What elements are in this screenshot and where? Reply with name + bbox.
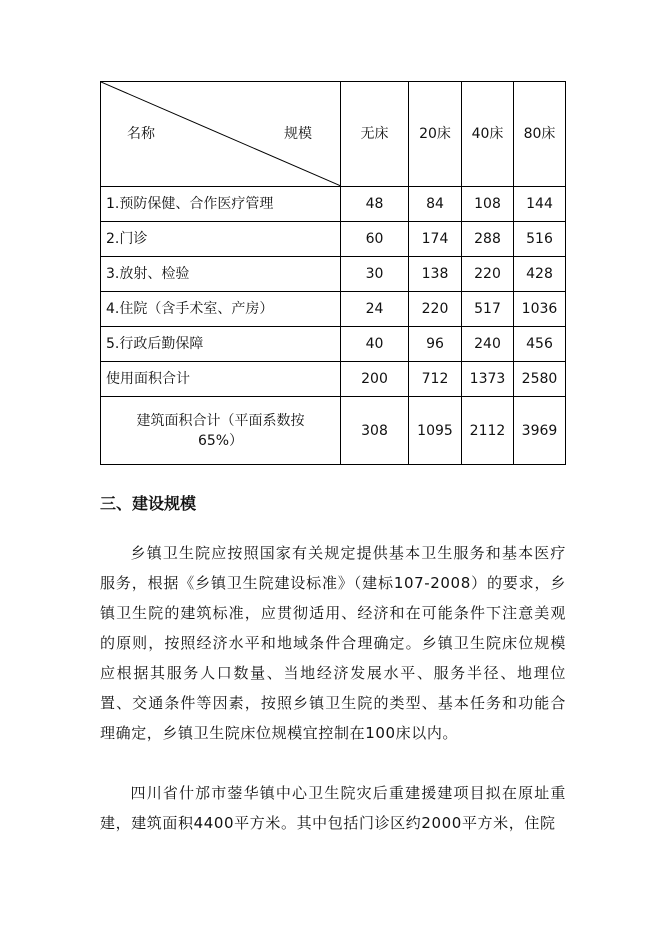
cell-value: 60	[341, 222, 409, 257]
row-name: 使用面积合计	[101, 362, 341, 397]
cell-value: 144	[514, 187, 566, 222]
diagonal-header-cell	[101, 82, 341, 187]
column-header: 40床	[462, 82, 514, 187]
paragraph	[100, 778, 566, 838]
paragraph-text: 四川省什邡市蓥华镇中心卫生院灾后重建援建项目拟在原址重建，建筑面积4400平方米。其中包括门诊区约2000平方米，住院	[100, 784, 566, 832]
row-name: 3.放射、检验	[101, 257, 341, 292]
row-name: 1.预防保健、合作医疗管理	[101, 187, 341, 222]
bed-scale-table-wrapper	[100, 81, 565, 467]
header-name-label: 名称	[127, 126, 155, 142]
table-row	[101, 327, 566, 362]
cell-value: 712	[409, 362, 462, 397]
cell-value: 108	[462, 187, 514, 222]
row-name	[101, 397, 341, 465]
column-header: 20床	[409, 82, 462, 187]
cell-value: 456	[514, 327, 566, 362]
cell-value: 96	[409, 327, 462, 362]
cell-value: 220	[462, 257, 514, 292]
table-header-row	[101, 82, 566, 187]
bed-scale-table	[100, 81, 566, 465]
cell-value: 240	[462, 327, 514, 362]
cell-value: 1095	[409, 397, 462, 465]
column-header: 80床	[514, 82, 566, 187]
cell-value: 24	[341, 292, 409, 327]
section-heading: 三、建设规模	[100, 494, 197, 513]
cell-value: 2580	[514, 362, 566, 397]
row-name-line: 建筑面积合计（平面系数按	[136, 412, 305, 429]
cell-value: 288	[462, 222, 514, 257]
header-scale-label: 规模	[284, 126, 312, 142]
cell-value: 428	[514, 257, 566, 292]
cell-value: 517	[462, 292, 514, 327]
table-row	[101, 362, 566, 397]
cell-value: 200	[341, 362, 409, 397]
column-header: 无床	[341, 82, 409, 187]
table-row	[101, 187, 566, 222]
cell-value: 1036	[514, 292, 566, 327]
cell-value: 30	[341, 257, 409, 292]
cell-value: 48	[341, 187, 409, 222]
table-row	[101, 222, 566, 257]
row-name-line: 65%）	[197, 432, 244, 449]
cell-value: 40	[341, 327, 409, 362]
cell-value: 2112	[462, 397, 514, 465]
table-row	[101, 292, 566, 327]
table-row-total-building-area	[101, 397, 566, 465]
paragraph-text: 乡镇卫生院应按照国家有关规定提供基本卫生服务和基本医疗服务，根据《乡镇卫生院建设标准》（建标107-2008）的要求，乡镇卫生院的建筑标准，应贯彻适用、经济和在可能条件下注意美观的原则，按照经济水平和地域条件合理确定。乡镇卫生院床位规模应根据其服务人口数量、当地经济发展水平、服务半径、地理位置、交通条件等因素，按照乡镇卫生院的类型、基本任务和功能合理确定，乡镇卫生院床位规模宜控制在100床以内。	[100, 544, 566, 742]
cell-value: 1373	[462, 362, 514, 397]
cell-value: 138	[409, 257, 462, 292]
table-row	[101, 257, 566, 292]
cell-value: 84	[409, 187, 462, 222]
cell-value: 220	[409, 292, 462, 327]
cell-value: 308	[341, 397, 409, 465]
row-name: 5.行政后勤保障	[101, 327, 341, 362]
cell-value: 3969	[514, 397, 566, 465]
cell-value: 516	[514, 222, 566, 257]
row-name: 4.住院（含手术室、产房）	[101, 292, 341, 327]
paragraph	[100, 538, 566, 748]
cell-value: 174	[409, 222, 462, 257]
row-name: 2.门诊	[101, 222, 341, 257]
